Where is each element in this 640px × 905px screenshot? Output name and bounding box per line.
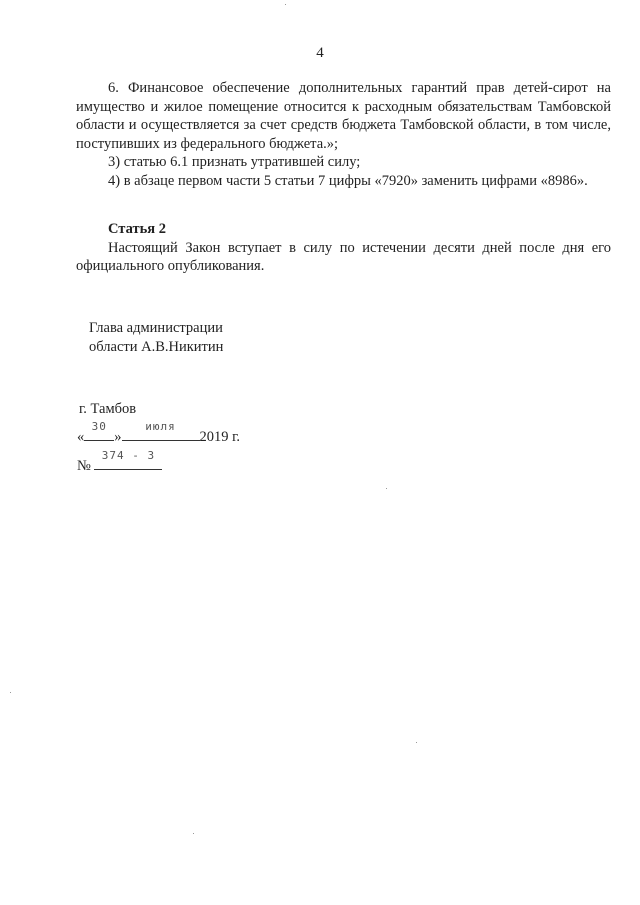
signature-block (89, 319, 223, 356)
document-number-line (77, 449, 162, 475)
date-day: 30 (91, 420, 107, 433)
date-day-blank (84, 420, 114, 441)
signature-position: Глава администрации (89, 320, 223, 336)
scan-speck (193, 833, 194, 834)
date-month-blank (122, 420, 200, 441)
signature-name: области А.В.Никитин (89, 338, 224, 355)
date-year: 2019 г. (199, 429, 241, 445)
date-line (77, 420, 241, 446)
article-title: Статья 2 (108, 221, 166, 237)
scan-speck (10, 692, 11, 693)
number-sign: № (77, 458, 91, 474)
date-open-quote: « (77, 429, 85, 445)
paragraph-4: 4) в абзаце первом части 5 статьи 7 цифры «7920» заменить цифрами «8986». (108, 172, 588, 189)
city: г. Тамбов (79, 401, 137, 417)
paragraph-3: 3) статью 6.1 признать утратившей силу; (108, 154, 361, 170)
body-text (76, 79, 611, 190)
scan-speck (285, 4, 286, 5)
date-month: июля (145, 420, 176, 433)
scan-speck (386, 488, 387, 489)
number-blank (94, 449, 162, 470)
date-close-quote: » (114, 429, 122, 445)
article-text: Настоящий Закон вступает в силу по истечении десяти дней после дня его официального опубликования. (76, 239, 611, 274)
page-number: 4 (316, 45, 324, 61)
paragraph-6: 6. Финансовое обеспечение дополнительных гарантий прав детей-сирот на имущество и жилое помещение относится к расходным обязательствам Тамбовской области и осуществляется за счет средств бюджета Тамбовской области, в том числе, поступивших из федерального бюджета.»; (76, 80, 611, 152)
document-number: 374 - З (101, 449, 156, 462)
scan-speck (416, 742, 417, 743)
article-2 (76, 220, 611, 276)
